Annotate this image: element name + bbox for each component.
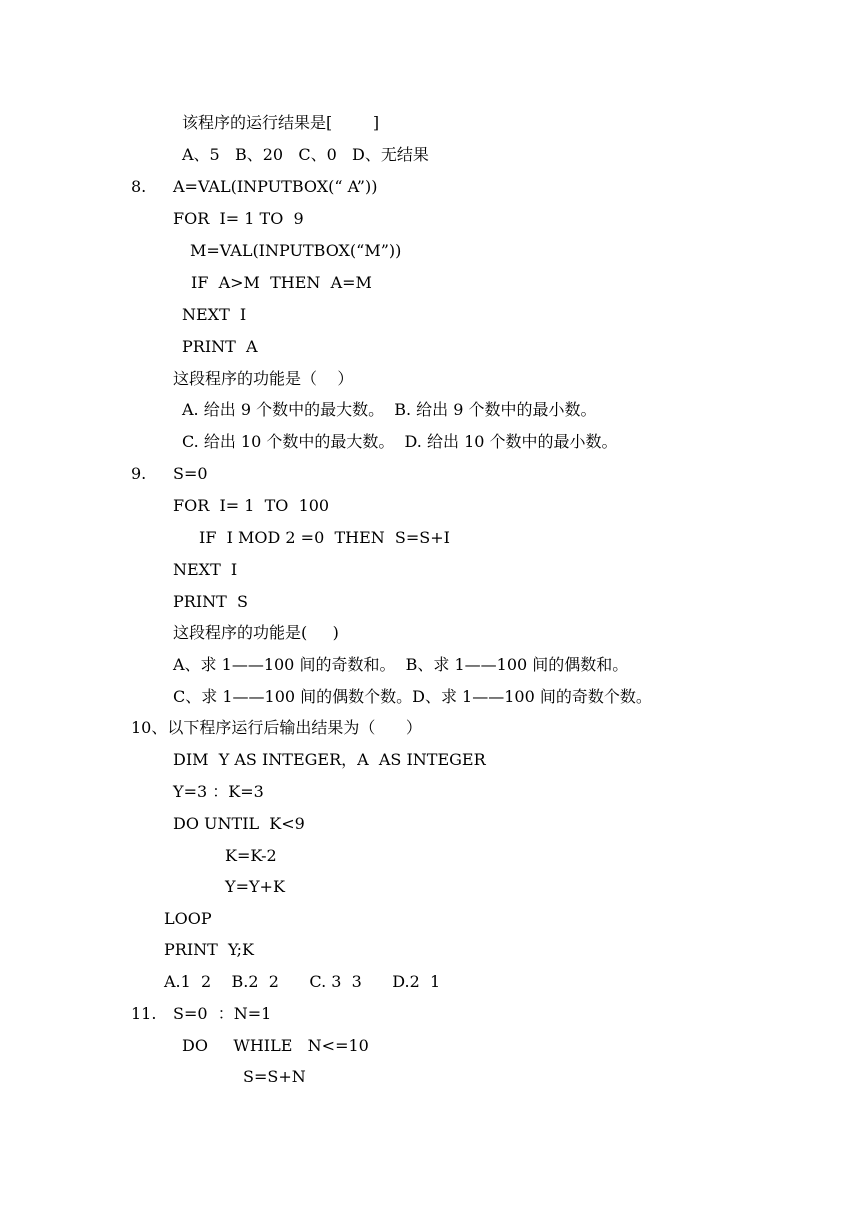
- q10-code-line: PRINT Y;K: [164, 940, 254, 959]
- q10-options: A.1 2 B.2 2 C. 3 3 D.2 1: [164, 972, 441, 991]
- q8-code-line: M=VAL(INPUTBOX(“M”)): [190, 241, 402, 260]
- q11-number: 11.: [131, 1004, 157, 1023]
- q11-code-line: S=S+N: [243, 1067, 306, 1086]
- q7-options: A、5 B、20 C、0 D、无结果: [182, 145, 429, 164]
- q8-code-line: FOR I= 1 TO 9: [173, 209, 304, 228]
- q8-number: 8.: [131, 177, 147, 196]
- q9-code-line: NEXT I: [173, 560, 238, 579]
- q8-code-line: PRINT A: [182, 337, 258, 356]
- q9-question-text: 这段程序的功能是( ): [173, 623, 339, 642]
- q9-code-line: PRINT S: [173, 592, 248, 611]
- q10-title: 10、以下程序运行后输出结果为（ ）: [131, 718, 422, 737]
- q10-code-line: K=K-2: [225, 846, 277, 865]
- q10-code-line: Y=Y+K: [225, 877, 285, 896]
- q10-code-line: DO UNTIL K<9: [173, 814, 305, 833]
- q9-options-ab: A、求 1——100 间的奇数和。 B、求 1——100 间的偶数和。: [173, 655, 629, 674]
- q8-options-cd: C. 给出 10 个数中的最大数。 D. 给出 10 个数中的最小数。: [182, 432, 618, 451]
- q9-code-line: S=0: [173, 464, 208, 483]
- q7-question-text: 该程序的运行结果是[ ]: [182, 113, 380, 132]
- q9-code-line: IF I MOD 2 =0 THEN S=S+I: [199, 528, 450, 547]
- q8-code-line: A=VAL(INPUTBOX(“ A”)): [173, 177, 378, 196]
- q8-code-line: NEXT I: [182, 305, 247, 324]
- q10-code-line: Y=3 ：K=3: [173, 782, 264, 801]
- q9-number: 9.: [131, 464, 147, 483]
- q8-code-line: IF A>M THEN A=M: [191, 273, 372, 292]
- q10-code-line: DIM Y AS INTEGER，A AS INTEGER: [173, 750, 486, 769]
- q11-code-line: DO WHILE N<=10: [182, 1036, 369, 1055]
- q11-code-line: S=0 ：N=1: [173, 1004, 272, 1023]
- q8-question-text: 这段程序的功能是（ ）: [173, 369, 354, 388]
- q8-options-ab: A. 给出 9 个数中的最大数。 B. 给出 9 个数中的最小数。: [182, 400, 597, 419]
- q10-code-line: LOOP: [164, 909, 212, 928]
- q9-options-cd: C、求 1——100 间的偶数个数。D、求 1——100 间的奇数个数。: [173, 687, 652, 706]
- q9-code-line: FOR I= 1 TO 100: [173, 496, 330, 515]
